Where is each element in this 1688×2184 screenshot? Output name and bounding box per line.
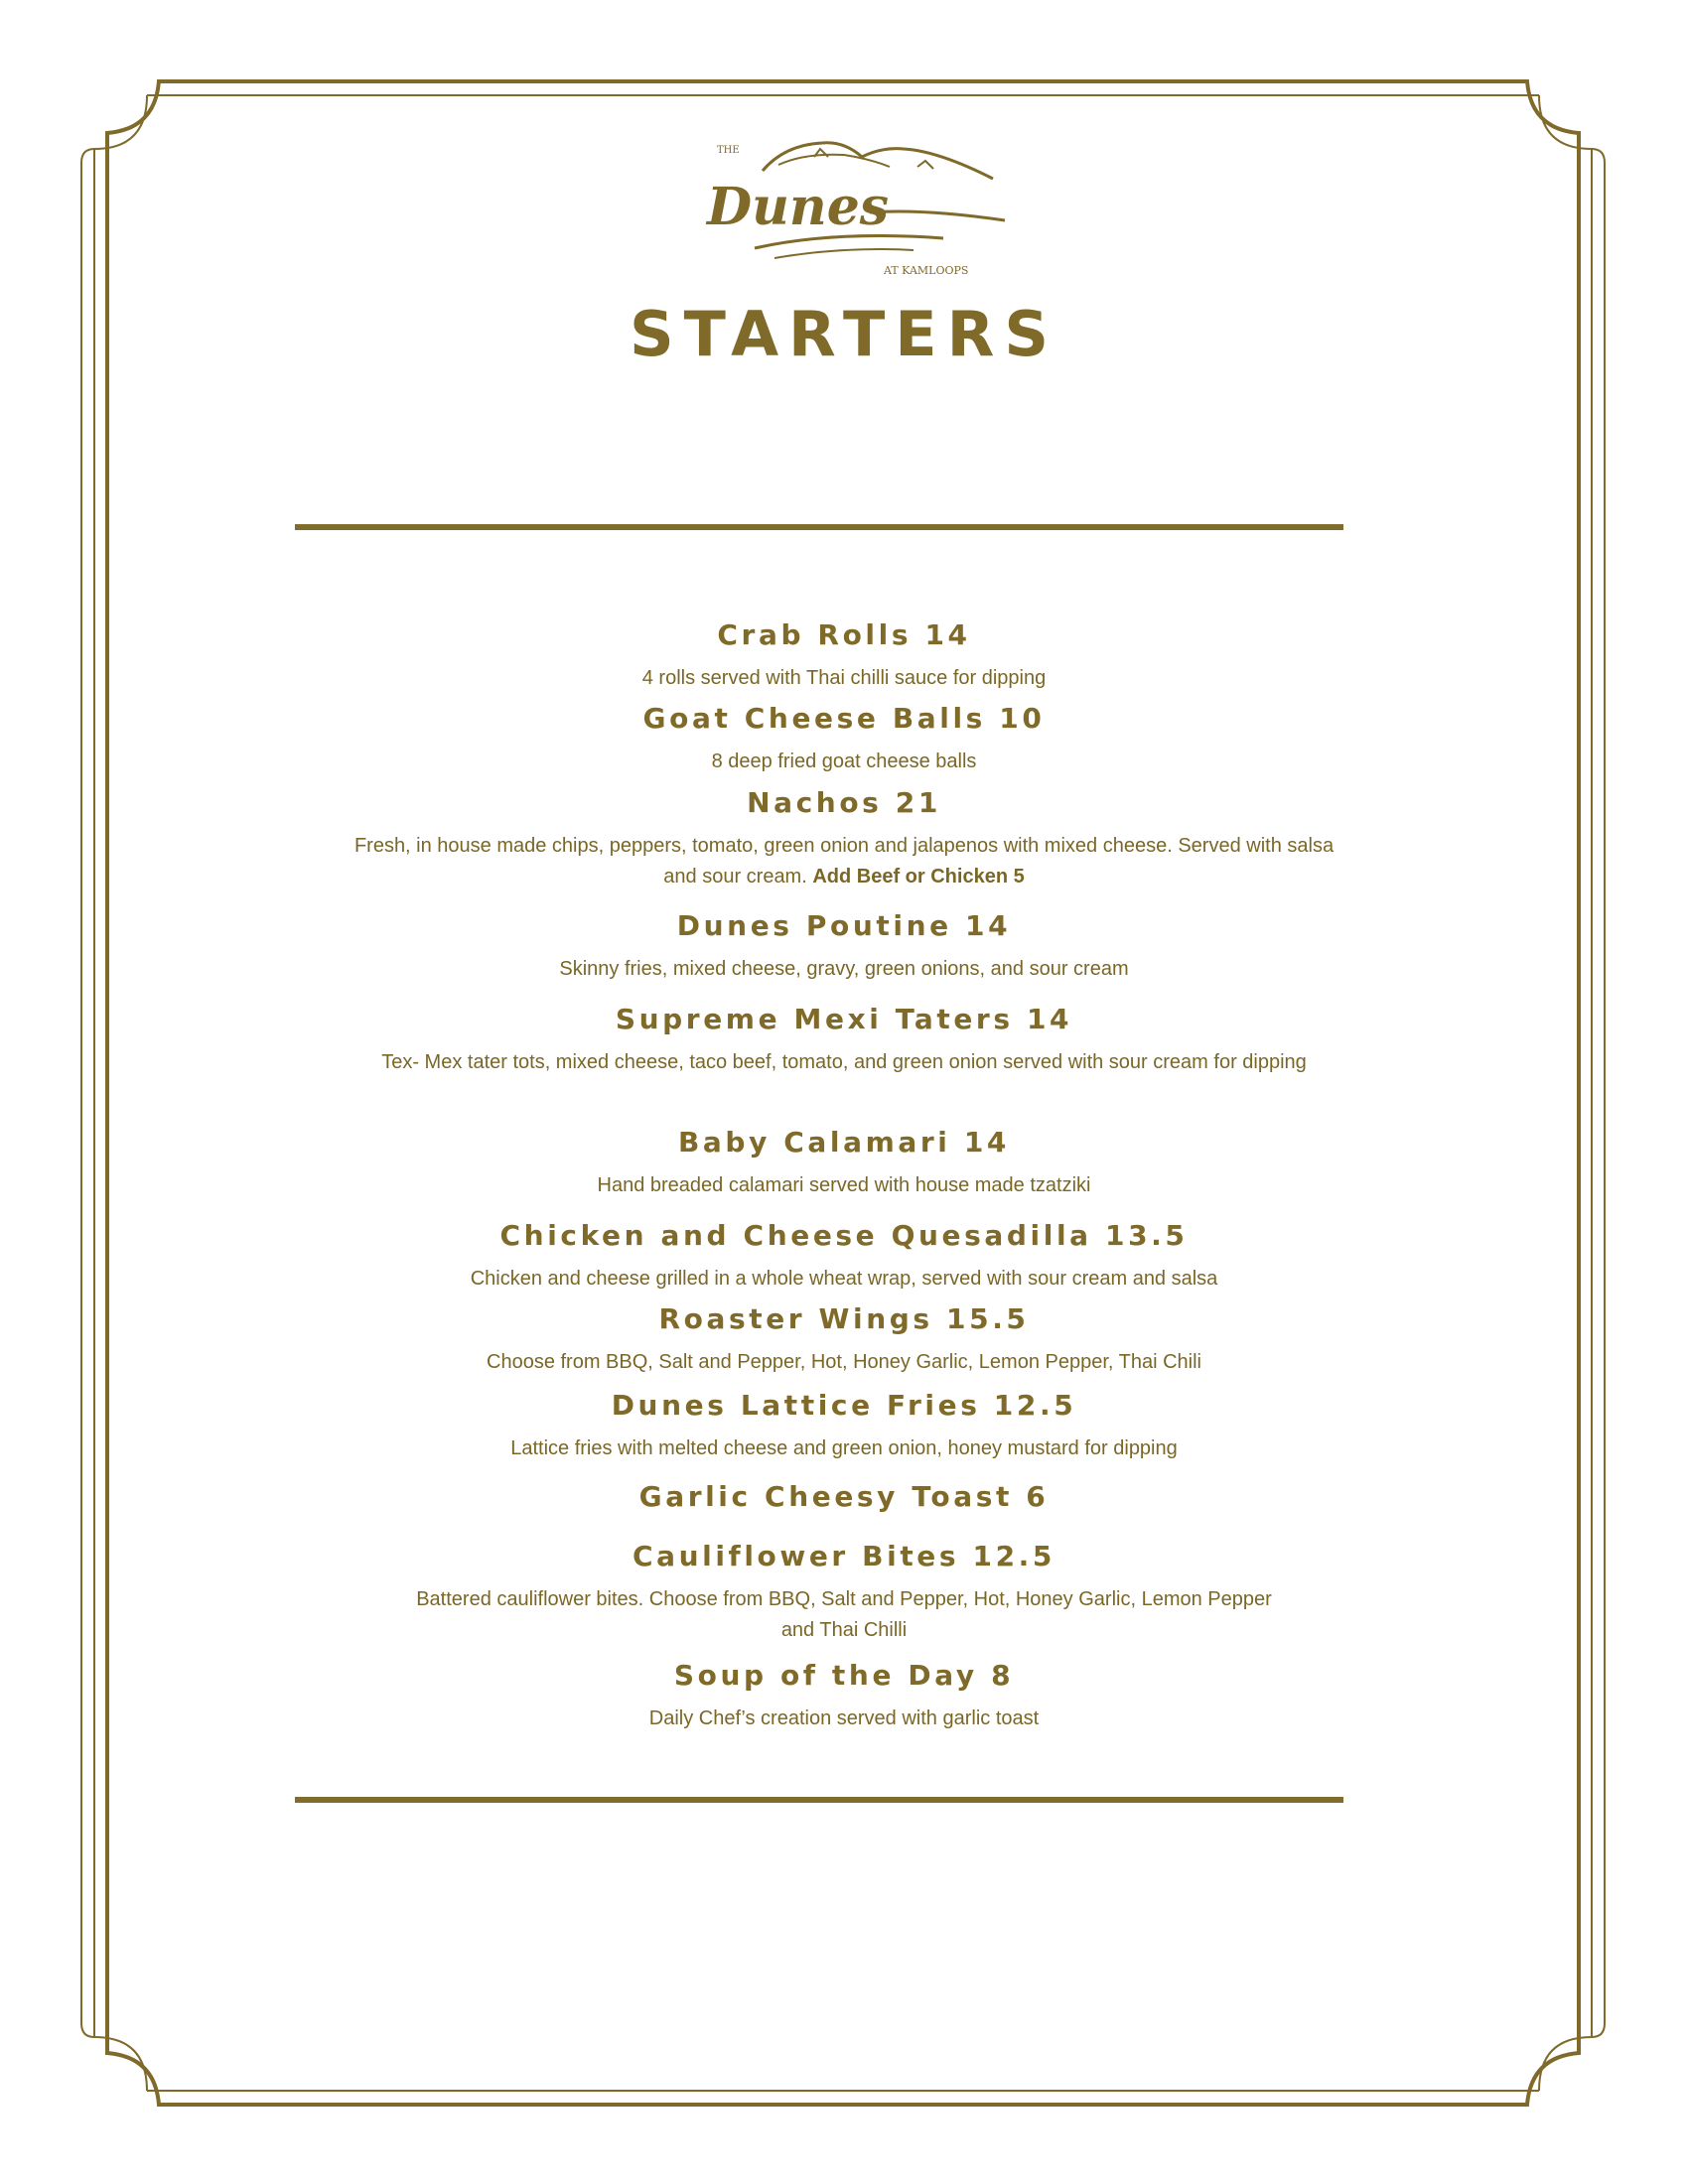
item-description: Hand breaded calamari served with house made tzatziki [597,1174,1091,1196]
menu-item-chicken-cheese-quesadilla [338,1218,1350,1295]
item-name: Soup of the Day 8 [673,1659,1015,1692]
menu-item-supreme-mexi-taters [338,1002,1350,1078]
item-description: Battered cauliflower bites. Choose from BBQ, Salt and Pepper, Hot, Honey Garlic, Lemon Pepper and Thai Chilli [416,1588,1272,1641]
item-name: Dunes Lattice Fries 12.5 [611,1389,1077,1422]
item-description: Lattice fries with melted cheese and green onion, honey mustard for dipping [510,1437,1178,1459]
item-name: Crab Rolls 14 [717,618,971,651]
item-description: 8 deep fried goat cheese balls [711,751,977,772]
item-name: Roaster Wings 15.5 [658,1302,1030,1335]
item-name: Baby Calamari 14 [677,1126,1010,1159]
menu-item-roaster-wings [338,1301,1350,1378]
menu-item-dunes-lattice-fries [338,1388,1350,1464]
logo-location-text: AT KAMLOOPS [884,264,969,277]
menu-item-soup-of-the-day [338,1658,1350,1734]
item-name: Dunes Poutine 14 [676,909,1012,942]
menu-item-dunes-poutine [338,908,1350,985]
menu-item-nachos [338,785,1350,892]
item-name: Garlic Cheesy Toast 6 [638,1480,1050,1513]
item-description: Daily Chef’s creation served with garlic toast [648,1707,1040,1729]
item-description-text: Fresh, in house made chips, peppers, tomato, green onion and jalapenos with mixed cheese. Served with salsa and sour cream. [353,835,1335,887]
divider-top [295,524,1343,530]
item-description [338,831,1350,892]
item-name: Nachos 21 [747,786,941,819]
divider-bottom [295,1797,1343,1803]
logo-the-text: THE [717,145,740,156]
menu-item-goat-cheese-balls [338,701,1350,777]
logo-name-text: Dunes [707,177,890,237]
item-description: Tex- Mex tater tots, mixed cheese, taco beef, tomato, and green onion served with sour cream for dipping [381,1051,1307,1073]
item-addon: Add Beef or Chicken 5 [812,866,1025,887]
page-title: STARTERS [629,298,1059,370]
dunes-logo [695,127,1013,286]
item-description: 4 rolls served with Thai chilli sauce for dipping [641,667,1047,689]
menu-item-crab-rolls [338,617,1350,694]
menu-item-garlic-cheesy-toast [338,1479,1350,1515]
menu-item-cauliflower-bites [338,1539,1350,1646]
item-description: Choose from BBQ, Salt and Pepper, Hot, Honey Garlic, Lemon Pepper, Thai Chili [487,1351,1201,1373]
item-name: Cauliflower Bites 12.5 [632,1540,1055,1572]
item-name: Supreme Mexi Taters 14 [615,1003,1073,1035]
item-name: Chicken and Cheese Quesadilla 13.5 [499,1219,1189,1252]
menu-item-baby-calamari [338,1125,1350,1201]
item-description: Skinny fries, mixed cheese, gravy, green onions, and sour cream [559,958,1129,980]
item-name: Goat Cheese Balls 10 [642,702,1046,735]
item-description: Chicken and cheese grilled in a whole wheat wrap, served with sour cream and salsa [470,1268,1218,1290]
